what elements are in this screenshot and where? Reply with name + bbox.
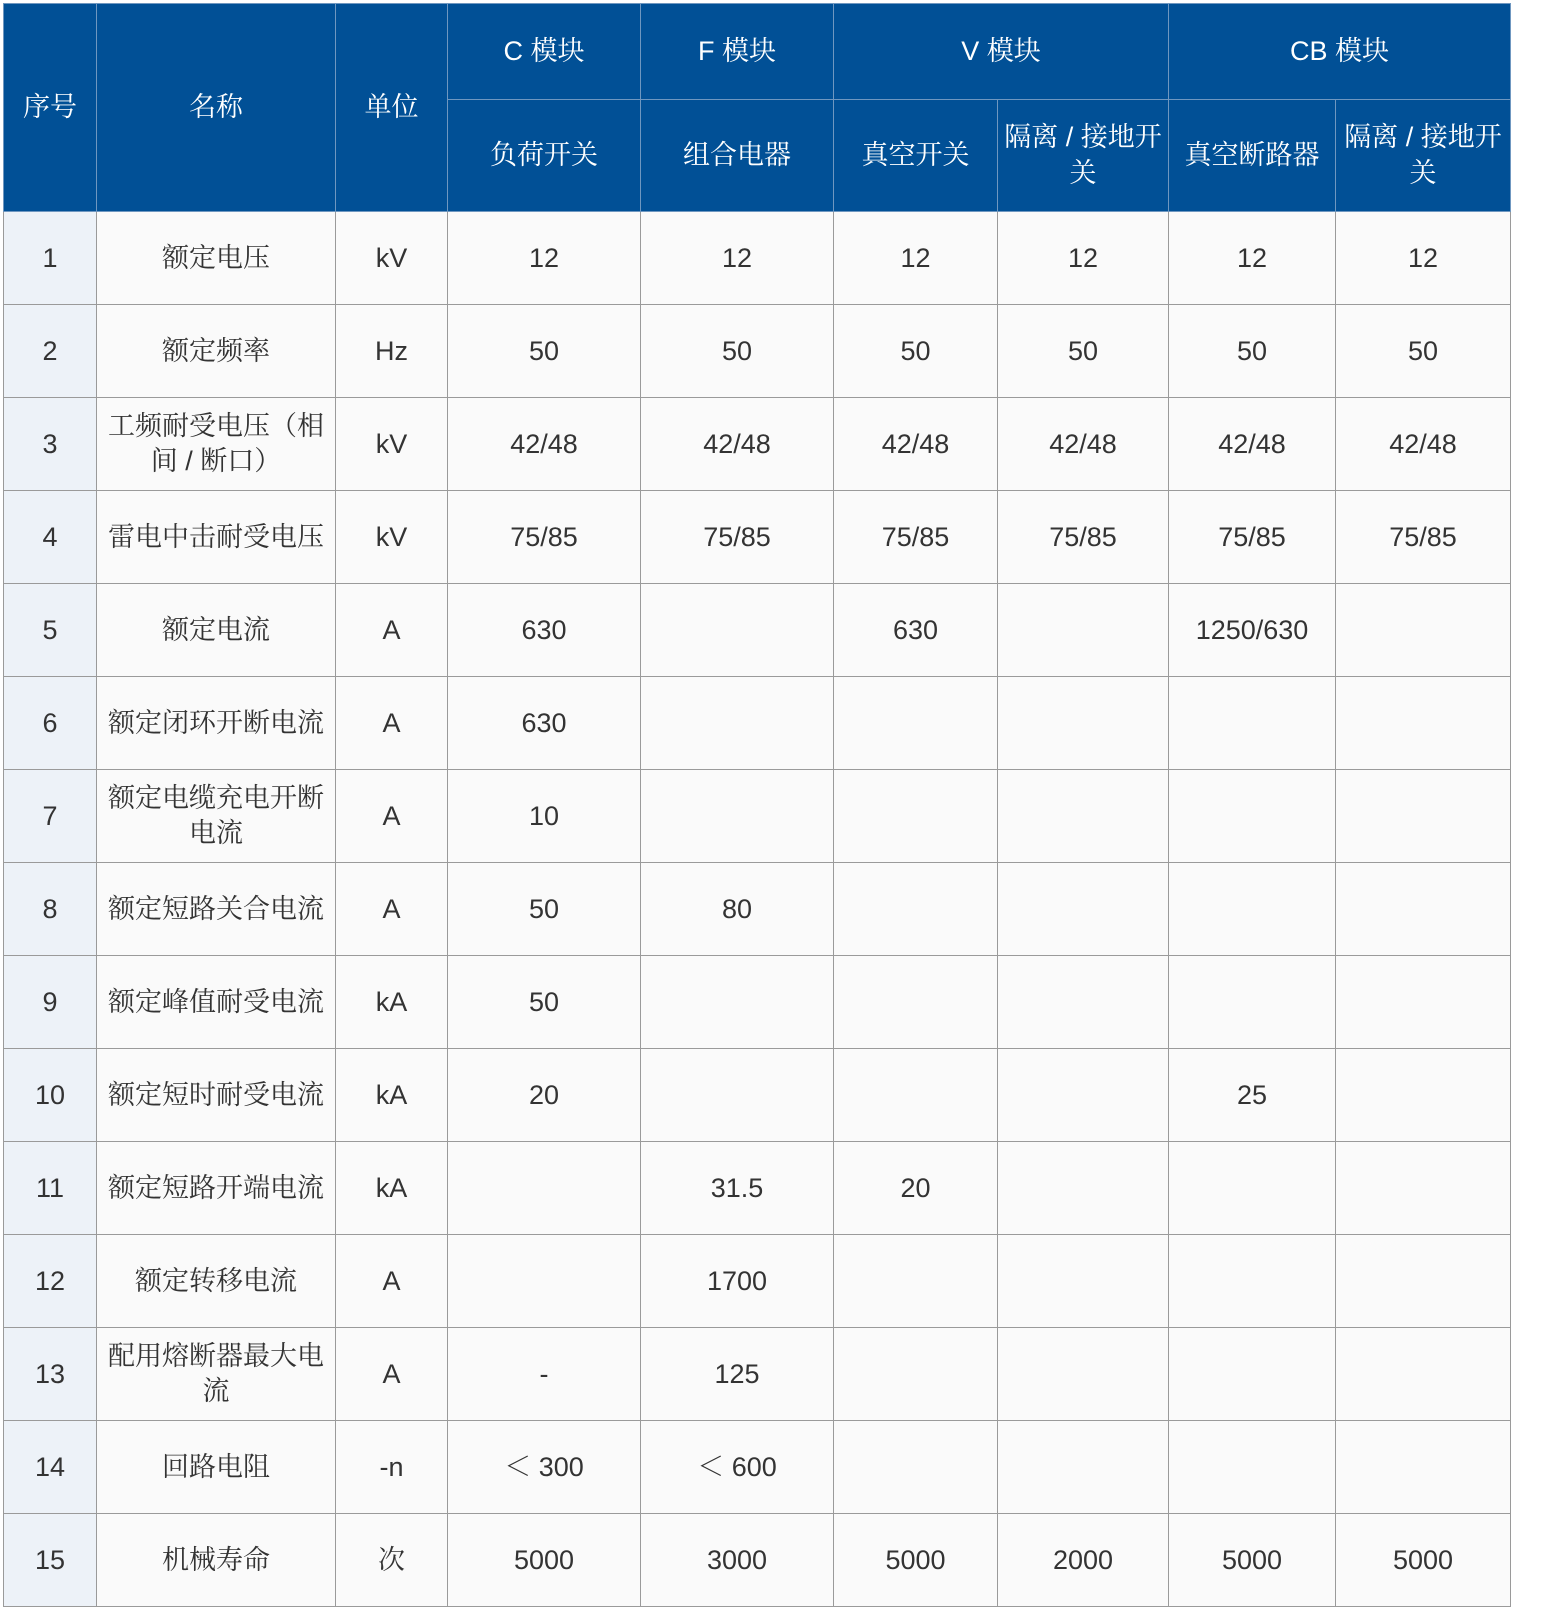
row-value-cell: [834, 1235, 998, 1328]
table-row: [4, 770, 1511, 863]
row-value-cell: 2000: [998, 1514, 1169, 1607]
row-value-cell: [1336, 1235, 1511, 1328]
row-value-cell: [1336, 677, 1511, 770]
row-value-cell: [641, 1049, 834, 1142]
row-value-cell: 20: [448, 1049, 641, 1142]
header-group-c: C 模块: [448, 4, 641, 100]
table-row: [4, 305, 1511, 398]
row-value-cell: ＜ 300: [448, 1421, 641, 1514]
row-seq-cell: 2: [4, 305, 97, 398]
table-row: [4, 677, 1511, 770]
row-value-cell: 80: [641, 863, 834, 956]
row-value-cell: 20: [834, 1142, 998, 1235]
row-value-cell: [834, 956, 998, 1049]
row-value-cell: 3000: [641, 1514, 834, 1607]
row-value-cell: 12: [448, 212, 641, 305]
row-value-cell: [1336, 863, 1511, 956]
row-value-cell: [1169, 770, 1336, 863]
row-value-cell: [1169, 1142, 1336, 1235]
row-value-cell: 12: [1169, 212, 1336, 305]
row-value-cell: 5000: [1169, 1514, 1336, 1607]
row-value-cell: [1336, 956, 1511, 1049]
row-name-cell: 额定转移电流: [97, 1235, 336, 1328]
table-row: [4, 584, 1511, 677]
header-seq: 序号: [4, 4, 97, 212]
row-name-cell: 额定短路开端电流: [97, 1142, 336, 1235]
row-unit-cell: 次: [336, 1514, 448, 1607]
row-value-cell: [1169, 1328, 1336, 1421]
row-value-cell: 75/85: [448, 491, 641, 584]
row-value-cell: [1169, 863, 1336, 956]
row-name-cell: 工频耐受电压（相间 / 断口）: [97, 398, 336, 491]
row-unit-cell: kV: [336, 398, 448, 491]
row-value-cell: 50: [448, 956, 641, 1049]
row-value-cell: 50: [998, 305, 1169, 398]
row-value-cell: 42/48: [641, 398, 834, 491]
row-name-cell: 额定电压: [97, 212, 336, 305]
row-value-cell: 50: [641, 305, 834, 398]
row-value-cell: ＜ 600: [641, 1421, 834, 1514]
table-row: [4, 1049, 1511, 1142]
row-name-cell: 额定短路关合电流: [97, 863, 336, 956]
row-value-cell: [641, 770, 834, 863]
row-value-cell: 630: [448, 584, 641, 677]
row-name-cell: 机械寿命: [97, 1514, 336, 1607]
header-sub: 隔离 / 接地开关: [1336, 100, 1511, 212]
header-row-groups: [4, 4, 1511, 100]
row-value-cell: [998, 863, 1169, 956]
row-value-cell: 42/48: [834, 398, 998, 491]
row-name-cell: 额定电缆充电开断电流: [97, 770, 336, 863]
header-sub: 负荷开关: [448, 100, 641, 212]
row-unit-cell: A: [336, 1235, 448, 1328]
row-value-cell: 12: [1336, 212, 1511, 305]
row-value-cell: 42/48: [998, 398, 1169, 491]
row-name-cell: 回路电阻: [97, 1421, 336, 1514]
row-seq-cell: 14: [4, 1421, 97, 1514]
row-seq-cell: 8: [4, 863, 97, 956]
row-value-cell: 75/85: [1336, 491, 1511, 584]
row-value-cell: 75/85: [834, 491, 998, 584]
row-value-cell: [1336, 1049, 1511, 1142]
spec-table: [3, 3, 1511, 1607]
row-seq-cell: 7: [4, 770, 97, 863]
row-value-cell: [834, 1421, 998, 1514]
header-sub: 真空开关: [834, 100, 998, 212]
header-name: 名称: [97, 4, 336, 212]
row-value-cell: [998, 1235, 1169, 1328]
row-value-cell: 5000: [448, 1514, 641, 1607]
row-value-cell: [641, 584, 834, 677]
row-seq-cell: 13: [4, 1328, 97, 1421]
row-seq-cell: 10: [4, 1049, 97, 1142]
row-value-cell: [1336, 1328, 1511, 1421]
row-value-cell: 50: [834, 305, 998, 398]
row-value-cell: [998, 1142, 1169, 1235]
row-seq-cell: 6: [4, 677, 97, 770]
header-unit: 单位: [336, 4, 448, 212]
table-header: [4, 4, 1511, 212]
row-seq-cell: 12: [4, 1235, 97, 1328]
row-name-cell: 额定闭环开断电流: [97, 677, 336, 770]
row-value-cell: 42/48: [1336, 398, 1511, 491]
row-value-cell: 10: [448, 770, 641, 863]
row-name-cell: 额定电流: [97, 584, 336, 677]
row-name-cell: 额定频率: [97, 305, 336, 398]
row-value-cell: [1169, 677, 1336, 770]
header-group-cb: CB 模块: [1169, 4, 1511, 100]
row-unit-cell: A: [336, 863, 448, 956]
row-value-cell: [834, 1328, 998, 1421]
row-value-cell: [998, 770, 1169, 863]
row-value-cell: 12: [641, 212, 834, 305]
row-name-cell: 额定峰值耐受电流: [97, 956, 336, 1049]
row-value-cell: 50: [448, 863, 641, 956]
row-seq-cell: 5: [4, 584, 97, 677]
row-seq-cell: 1: [4, 212, 97, 305]
row-value-cell: [998, 1049, 1169, 1142]
row-unit-cell: kA: [336, 956, 448, 1049]
table-row: [4, 1235, 1511, 1328]
table-row: [4, 956, 1511, 1049]
row-name-cell: 额定短时耐受电流: [97, 1049, 336, 1142]
row-value-cell: [1169, 1235, 1336, 1328]
header-group-v: V 模块: [834, 4, 1169, 100]
row-value-cell: 50: [1169, 305, 1336, 398]
row-value-cell: 630: [448, 677, 641, 770]
row-value-cell: [641, 677, 834, 770]
table-row: [4, 1514, 1511, 1607]
row-name-cell: 配用熔断器最大电流: [97, 1328, 336, 1421]
row-value-cell: 5000: [834, 1514, 998, 1607]
header-sub: 真空断路器: [1169, 100, 1336, 212]
row-value-cell: 50: [448, 305, 641, 398]
row-seq-cell: 4: [4, 491, 97, 584]
row-unit-cell: A: [336, 1328, 448, 1421]
row-seq-cell: 15: [4, 1514, 97, 1607]
row-value-cell: 12: [834, 212, 998, 305]
row-unit-cell: kV: [336, 212, 448, 305]
row-value-cell: [998, 677, 1169, 770]
table-row: [4, 398, 1511, 491]
header-sub: 组合电器: [641, 100, 834, 212]
table-body: [4, 212, 1511, 1607]
row-value-cell: [641, 956, 834, 1049]
row-unit-cell: A: [336, 770, 448, 863]
row-value-cell: 1250/630: [1169, 584, 1336, 677]
row-seq-cell: 9: [4, 956, 97, 1049]
row-value-cell: 75/85: [641, 491, 834, 584]
table-row: [4, 212, 1511, 305]
row-value-cell: 42/48: [1169, 398, 1336, 491]
row-value-cell: 42/48: [448, 398, 641, 491]
row-value-cell: [998, 956, 1169, 1049]
row-unit-cell: Hz: [336, 305, 448, 398]
row-value-cell: [998, 1328, 1169, 1421]
row-value-cell: 25: [1169, 1049, 1336, 1142]
row-unit-cell: kA: [336, 1049, 448, 1142]
row-unit-cell: A: [336, 677, 448, 770]
row-value-cell: [998, 1421, 1169, 1514]
row-unit-cell: -n: [336, 1421, 448, 1514]
row-value-cell: [1169, 956, 1336, 1049]
table-row: [4, 1142, 1511, 1235]
table-row: [4, 491, 1511, 584]
row-unit-cell: A: [336, 584, 448, 677]
row-value-cell: [1336, 1142, 1511, 1235]
row-seq-cell: 3: [4, 398, 97, 491]
row-value-cell: [834, 1049, 998, 1142]
row-unit-cell: kV: [336, 491, 448, 584]
row-unit-cell: kA: [336, 1142, 448, 1235]
row-seq-cell: 11: [4, 1142, 97, 1235]
row-value-cell: [834, 677, 998, 770]
row-value-cell: [834, 863, 998, 956]
row-value-cell: [448, 1235, 641, 1328]
row-value-cell: [998, 584, 1169, 677]
row-value-cell: 12: [998, 212, 1169, 305]
row-value-cell: 1700: [641, 1235, 834, 1328]
row-value-cell: 75/85: [1169, 491, 1336, 584]
row-value-cell: [1169, 1421, 1336, 1514]
table-row: [4, 1421, 1511, 1514]
row-name-cell: 雷电中击耐受电压: [97, 491, 336, 584]
row-value-cell: -: [448, 1328, 641, 1421]
row-value-cell: [1336, 770, 1511, 863]
row-value-cell: 50: [1336, 305, 1511, 398]
table-row: [4, 863, 1511, 956]
row-value-cell: 31.5: [641, 1142, 834, 1235]
row-value-cell: 630: [834, 584, 998, 677]
header-sub: 隔离 / 接地开关: [998, 100, 1169, 212]
row-value-cell: [1336, 584, 1511, 677]
row-value-cell: 125: [641, 1328, 834, 1421]
table-row: [4, 1328, 1511, 1421]
row-value-cell: [1336, 1421, 1511, 1514]
row-value-cell: 75/85: [998, 491, 1169, 584]
row-value-cell: [834, 770, 998, 863]
row-value-cell: [448, 1142, 641, 1235]
row-value-cell: 5000: [1336, 1514, 1511, 1607]
header-group-f: F 模块: [641, 4, 834, 100]
